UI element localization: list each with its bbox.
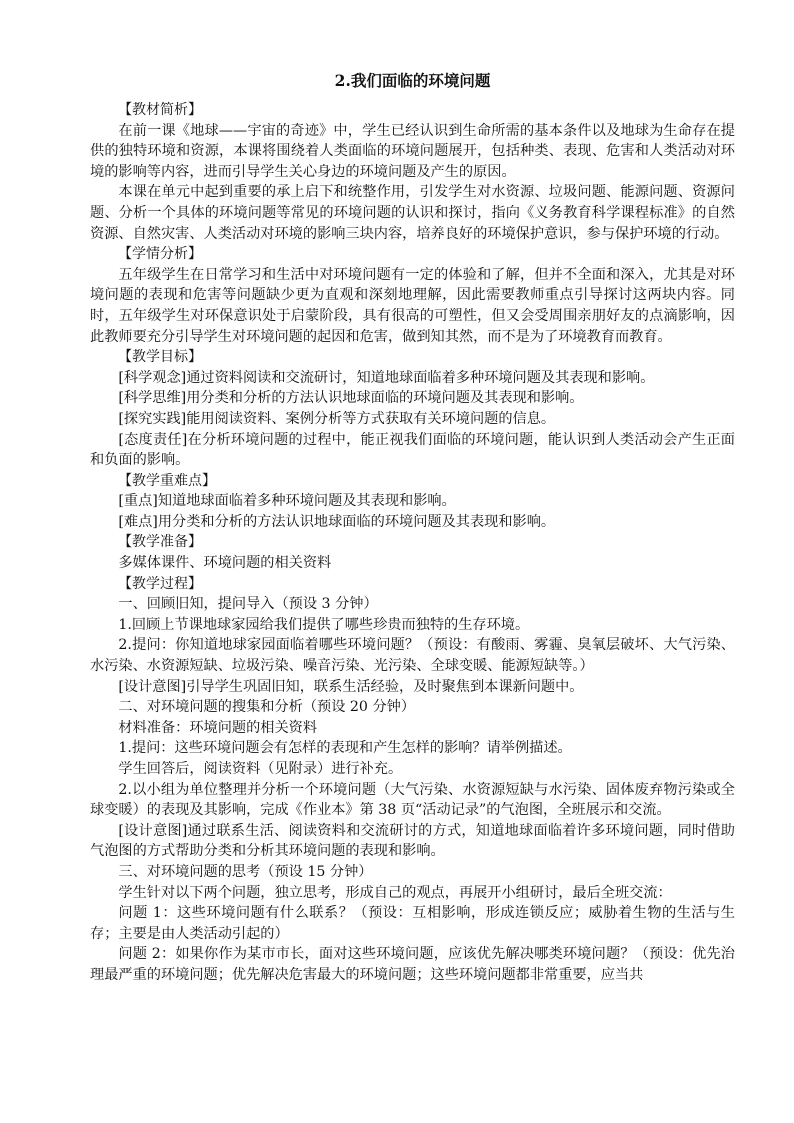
body-paragraph: 1.回顾上节课地球家园给我们提供了哪些珍贵而独特的生存环境。 xyxy=(118,616,530,633)
body-paragraph: 在前一课《地球——宇宙的奇迹》中，学生已经认识到生命所需的基本条件以及地球为生命存在提供的独特环境和资源，本课将围绕着人类面临的环境问题展开，包括种类、表现、危害和人类活动对环境的影响等内容，进而引导学生关心身边的环境问题及产生的原因。 xyxy=(90,122,735,180)
section-heading: 【学情分析】 xyxy=(118,246,202,263)
body-paragraph: 问题 1：这些环境问题有什么联系？（预设：互相影响，形成连锁反应；威胁着生物的生活与生存；主要是由人类活动引起的） xyxy=(90,905,735,942)
body-paragraph: 多媒体课件、环境问题的相关资料 xyxy=(118,555,332,572)
body-paragraph: [科学思维]用分类和分析的方法认识地球面临的环境问题及其表现和影响。 xyxy=(118,390,584,407)
body-paragraph: [难点]用分类和分析的方法认识地球面临的环境问题及其表现和影响。 xyxy=(118,513,556,530)
section-heading: 【教学重难点】 xyxy=(118,472,216,489)
body-paragraph: 二、对环境问题的搜集和分析（预设 20 分钟） xyxy=(118,699,416,716)
section-heading: 【教学过程】 xyxy=(118,575,202,592)
body-paragraph: 学生针对以下两个问题，独立思考，形成自己的观点，再展开小组研讨，最后全班交流： xyxy=(118,884,672,901)
section-heading: 【教学目标】 xyxy=(118,349,202,366)
body-paragraph: 材料准备：环境问题的相关资料 xyxy=(118,719,318,736)
body-paragraph: 2.以小组为单位整理并分析一个环境问题（大气污染、水资源短缺与水污染、固体废弃物污染或全球变暖）的表现及其影响，完成《作业本》第 38 页“活动记录”的气泡图，全班展示和交流。 xyxy=(90,781,735,819)
body-paragraph: 问题 2：如果你作为某市市长，面对这些环境问题，应该优先解决哪类环境问题？（预设：优先治理最严重的环境问题；优先解决危害最大的环境问题；这些环境问题都非常重要，应当共 xyxy=(90,946,735,983)
body-paragraph: 本课在单元中起到重要的承上启下和统整作用，引发学生对水资源、垃圾问题、能源问题、资源问题、分析一个具体的环境问题等常见的环境问题的认识和探讨，指向《义务教育科学课程标准》的自然资源、自然灾害、人类活动对环境的影响三块内容，培养良好的环境保护意识，参与保护环境的行动。 xyxy=(90,184,735,242)
body-paragraph: [态度责任]在分析环境问题的过程中，能正视我们面临的环境问题，能认识到人类活动会产生正面和负面的影响。 xyxy=(90,431,735,469)
document-title: 2.我们面临的环境问题 xyxy=(334,71,491,90)
body-paragraph: [设计意图]通过联系生活、阅读资料和交流研讨的方式，知道地球面临着许多环境问题，同时借助气泡图的方式帮助分类和分析其环境问题的表现和影响。 xyxy=(90,822,735,860)
body-paragraph: 三、对环境问题的思考（预设 15 分钟） xyxy=(118,863,373,880)
body-paragraph: 一、回顾旧知，提问导入（预设 3 分钟） xyxy=(118,596,378,613)
section-heading: 【教材简析】 xyxy=(118,102,202,118)
body-paragraph: 学生回答后，阅读资料（见附录）进行补充。 xyxy=(118,761,403,777)
body-paragraph: 五年级学生在日常学习和生活中对环境问题有一定的体验和了解，但并不全面和深入，尤其是对环境问题的表现和危害等问题缺少更为直观和深刻地理解，因此需要教师重点引导探讨这两块内容。同时，五年级学生对环保意识处于启蒙阶段，具有很高的可塑性，但又会受周围亲朋好友的点滴影响，因此教师要充分引导学生对环境问题的起因和危害，做到知其然，而不是为了环境教育而教育。 xyxy=(90,266,735,345)
body-paragraph: [科学观念]通过资料阅读和交流研讨，知道地球面临着多种环境问题及其表现和影响。 xyxy=(118,369,655,386)
body-paragraph: [设计意图]引导学生巩固旧知，联系生活经验，及时聚焦到本课新问题中。 xyxy=(118,678,584,695)
body-paragraph: 1.提问：这些环境问题会有怎样的表现和产生怎样的影响？请举例描述。 xyxy=(118,740,572,757)
document-body xyxy=(90,100,735,986)
document-page xyxy=(90,70,735,986)
body-paragraph: [重点]知道地球面临着多种环境问题及其表现和影响。 xyxy=(118,493,456,510)
body-paragraph: [探究实践]能用阅读资料、案例分析等方式获取有关环境问题的信息。 xyxy=(118,410,556,427)
body-paragraph: 2.提问：你知道地球家园面临着哪些环境问题？（预设：有酸雨、雾霾、臭氧层破坏、大气污染、水污染、水资源短缺、垃圾污染、噪音污染、光污染、全球变暖、能源短缺等。） xyxy=(90,637,735,675)
section-heading: 【教学准备】 xyxy=(118,534,202,551)
